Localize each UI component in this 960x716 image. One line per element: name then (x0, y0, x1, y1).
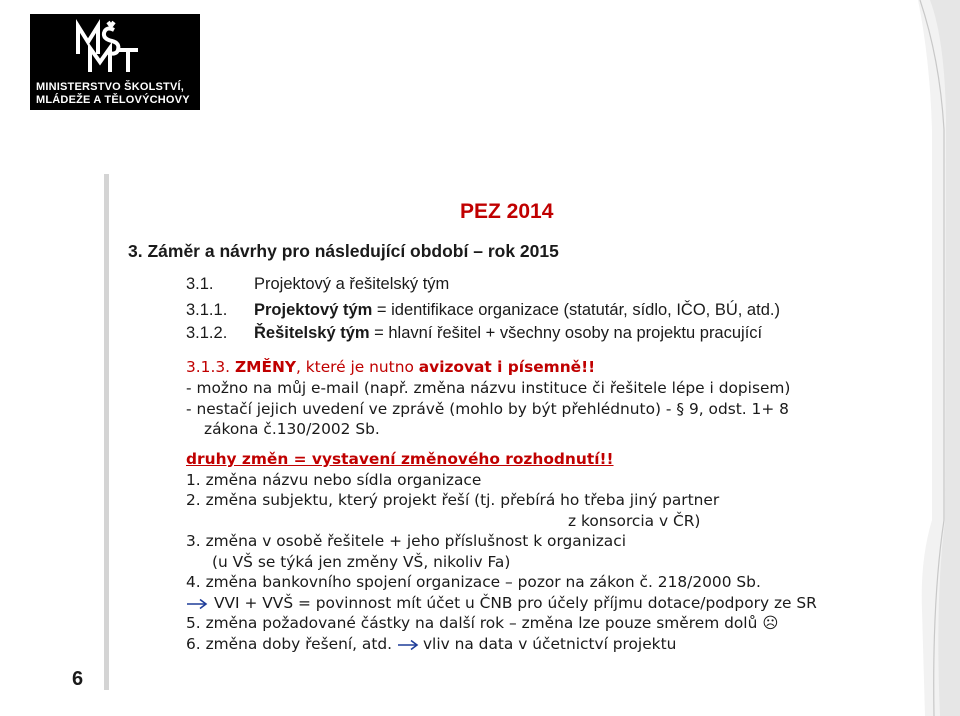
report-note-ref: 9, odst. 1+ 8 (684, 400, 789, 418)
section-3-1 (186, 275, 450, 294)
section-3-1-1-bold: Projektový tým (254, 301, 373, 319)
notify-exclamation: !! (581, 358, 596, 376)
list-item-6 (186, 634, 676, 654)
section-3-1-2-text: = hlavní řešitel + všechny osoby na projektu pracující (369, 324, 763, 342)
report-note (186, 399, 789, 419)
section-3-1-title: Projektový a řešitelský tým (254, 275, 450, 293)
section-3-1-number: 3.1. (186, 275, 214, 293)
list-item-3: 3. změna v osobě řešitele + jeho příslušnost k organizaci (186, 532, 626, 550)
email-note: - možno na můj e-mail (např. změna názvu instituce či řešitele lépe i dopisem) (186, 379, 791, 397)
list-item-6-text: 6. změna doby řešení, atd. (186, 635, 397, 653)
section-3-1-3 (186, 357, 595, 377)
section-heading: 3. Záměr a návrhy pro následující období – rok 2015 (128, 241, 559, 261)
logo-line-1: MINISTERSTVO ŠKOLSTVÍ, (36, 81, 185, 93)
list-item-5 (186, 613, 778, 633)
section-3-1-2-number: 3.1.2. (186, 324, 228, 342)
change-types-heading: druhy změn = vystavení změnového rozhodnutí!! (186, 450, 614, 468)
section-3-1-3-number: 3.1.3. (186, 358, 231, 376)
list-item-4-note-text: VVI + VVŠ = povinnost mít účet u ČNB pro účely příjmu dotace/podpory ze SR (214, 594, 817, 612)
right-arrow-icon (397, 639, 419, 651)
msmt-logo (30, 14, 200, 114)
section-3-1-1 (186, 301, 780, 320)
list-item-6-note: vliv na data v účetnictví projektu (422, 635, 677, 653)
section-3-1-1-number: 3.1.1. (186, 301, 228, 319)
section-3-1-2-bold: Řešitelský tým (254, 324, 370, 342)
list-item-2: 2. změna subjektu, který projekt řeší (tj. přebírá ho třeba jiný partner (186, 491, 720, 509)
notify-label: avizovat i písemně (418, 358, 582, 376)
section-3-1-1-text: = identifikace organizace (statutár, sídlo, IČO, BÚ, atd.) (372, 301, 780, 319)
frown-icon: ☹ (762, 614, 779, 632)
law-reference: zákona č.130/2002 Sb. (204, 420, 380, 438)
changes-mid-text: , které je nutno (295, 358, 419, 376)
slide-number: 6 (72, 668, 84, 690)
slide-title: PEZ 2014 (460, 200, 554, 223)
report-note-text: - nestačí jejich uvedení ve zprávě (mohlo by být přehlédnuto) - (186, 400, 677, 418)
paragraph-sign: § (676, 400, 685, 418)
right-arrow-icon (186, 598, 208, 610)
logo-line-2: MLÁDEŽE A TĚLOVÝCHOVY (36, 94, 190, 106)
section-3-1-2 (186, 324, 763, 343)
list-item-5-text: 5. změna požadované částky na další rok – změna lze pouze směrem dolů (186, 614, 763, 632)
list-item-2-continued: z konsorcia v ČR) (568, 512, 701, 530)
changes-label: ZMĚNY (234, 358, 296, 376)
list-item-3-continued: (u VŠ se týká jen změny VŠ, nikoliv Fa) (212, 553, 511, 571)
list-item-4: 4. změna bankovního spojení organizace – pozor na zákon č. 218/2000 Sb. (186, 573, 761, 591)
list-item-1: 1. změna názvu nebo sídla organizace (186, 471, 482, 489)
left-rule (104, 174, 109, 690)
list-item-4-note (186, 593, 817, 613)
